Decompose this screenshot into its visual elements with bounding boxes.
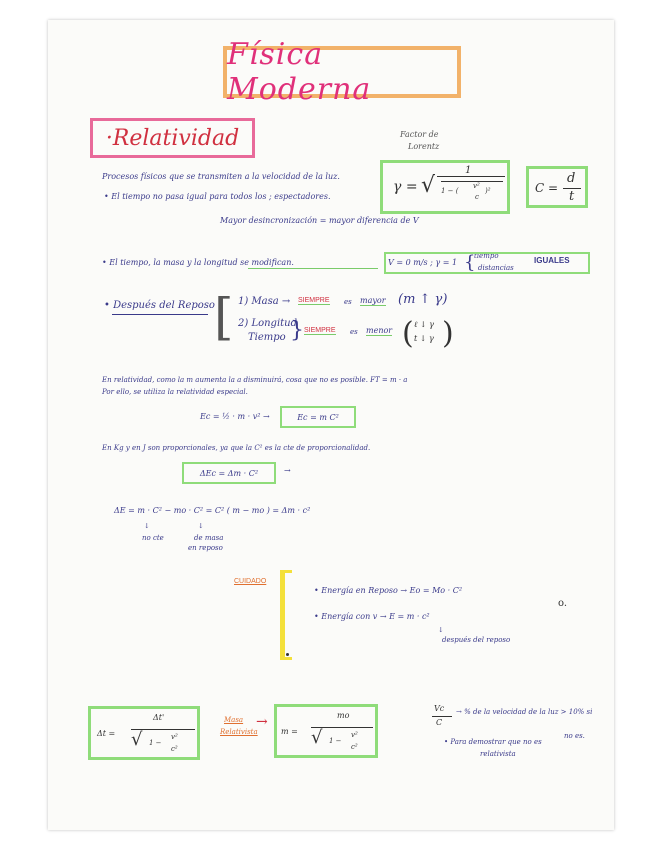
delta-ec-box xyxy=(182,462,276,484)
item2-paren-open: ( xyxy=(402,316,414,351)
cuidado-dot xyxy=(286,653,289,656)
energy-note-arrow: ↓ xyxy=(438,626,444,634)
ec-box-text: Ec = m C² xyxy=(297,412,339,422)
energy-v: • Energía con v → E = m · c² xyxy=(314,612,430,621)
lorentz-num: 1 xyxy=(465,165,472,176)
stray-dot: o. xyxy=(558,598,568,609)
delta-e-note-2a: de masa xyxy=(194,534,224,542)
intro-text: Procesos físicos que se transmiten a la velocidad de la luz. xyxy=(102,172,340,181)
lorentz-lhs: γ = xyxy=(393,179,418,195)
lorentz-frac-bar xyxy=(441,181,503,182)
delta-ec-arrow: → xyxy=(284,466,291,475)
lorentz-label-2: Lorentz xyxy=(408,142,440,151)
energy-note: después del reposo xyxy=(442,636,511,644)
item2-line1: 2) Longitud xyxy=(238,318,298,329)
delta-e-arrow-1: ↓ xyxy=(144,522,150,530)
item2-siempre: SIEMPRE xyxy=(304,327,336,334)
m-sqrt-icon: √ xyxy=(311,727,323,748)
delta-e-formula: ΔE = m · C² − mo · C² = C² ( m − mo ) = Δm · c² xyxy=(114,506,311,515)
item1-prefix: 1) Masa → xyxy=(238,296,291,307)
delta-e-note-2b: en reposo xyxy=(188,544,223,552)
brace-icon: { xyxy=(464,252,476,273)
item2-es: es xyxy=(350,328,358,336)
bullet-modifican-underline xyxy=(248,268,378,269)
speed-formula-box xyxy=(526,166,588,208)
vc-note-1: • Para demostrar que no es xyxy=(444,738,542,746)
delta-e-note-1: no cte xyxy=(142,534,164,542)
cuidado-bar xyxy=(280,570,285,660)
m-den-b: v² xyxy=(351,731,358,739)
cuidado-label: CUIDADO xyxy=(234,578,267,585)
masa-rel-arrow-icon: → xyxy=(256,714,268,730)
title-frame xyxy=(223,37,461,107)
section-frame xyxy=(90,118,255,158)
masa-rel-2: Relativista xyxy=(220,728,258,736)
speed-num: d xyxy=(567,171,576,186)
notebook-page xyxy=(48,20,614,830)
lorentz-frac-den: c xyxy=(475,193,479,201)
delta-t-num: Δt' xyxy=(153,713,165,722)
bullet-modifican: • El tiempo, la masa y la longitud se modifican. xyxy=(102,258,294,267)
item1-paren: (m ↑ γ) xyxy=(398,292,448,307)
m-den-c: c² xyxy=(351,743,358,751)
item2-paren-top: ℓ ↓ γ xyxy=(414,320,434,329)
ec-box xyxy=(280,406,356,428)
iguales-label: IGUALES xyxy=(534,256,570,265)
para1-line1: En relatividad, como la m aumenta la a disminuirá, cosa que no es posible. FT = m · a xyxy=(102,376,408,384)
m-num: mo xyxy=(337,711,350,720)
brace-tiempo: tiempo xyxy=(474,252,499,260)
bullet-time: • El tiempo no pasa igual para todos los ; espectadores. xyxy=(104,192,331,201)
bullet-time-sub: Mayor desincronización = mayor diferencia de V xyxy=(220,216,419,225)
delta-ec-text: ΔEc = Δm · C² xyxy=(199,468,259,478)
vc-den: C xyxy=(436,718,443,727)
speed-den: t xyxy=(569,189,575,204)
bullet-modifican-right: V = 0 m/s ; γ = 1 xyxy=(388,258,458,267)
item1-es: es xyxy=(344,298,352,306)
energy-reposo: • Energía en Reposo → Eo = Mo · C² xyxy=(314,586,463,595)
vc-no-es: no es. xyxy=(564,732,585,740)
despues-underline xyxy=(112,314,208,315)
lorentz-den: 1 − ( xyxy=(441,187,459,195)
despues-heading: • Después del Reposo xyxy=(104,300,215,311)
item2-paren-bot: t ↓ γ xyxy=(414,334,434,343)
item2-brace-icon: } xyxy=(290,318,304,343)
vc-note-2: relativista xyxy=(480,750,516,758)
delta-t-lhs: Δt = xyxy=(97,729,116,738)
speed-lhs: C = xyxy=(535,181,559,195)
delta-t-den-a: 1 − xyxy=(149,739,162,747)
masa-rel-box xyxy=(274,704,378,758)
m-den-a: 1 − xyxy=(329,737,342,745)
para1-line2: Por ello, se utiliza la relatividad especial. xyxy=(102,388,248,396)
bullet-modifican-box xyxy=(384,252,590,274)
vc-num: Vc xyxy=(434,704,445,713)
page-title: Física Moderna xyxy=(227,37,372,107)
brace-distancias: distancias xyxy=(478,264,514,272)
delta-e-arrow-2: ↓ xyxy=(198,522,204,530)
masa-rel-1: Masa xyxy=(224,716,244,724)
lorentz-label-1: Factor de xyxy=(400,130,439,139)
ec-formula: Ec = ½ · m · v² → xyxy=(200,412,270,421)
lorentz-frac-num: v² xyxy=(473,182,480,190)
delta-t-den-c: c² xyxy=(171,745,178,753)
cuidado-bar-bot xyxy=(284,657,292,660)
section-title: ·Relatividad xyxy=(105,125,240,151)
delta-t-box xyxy=(88,706,200,760)
item2-menor: menor xyxy=(366,326,393,335)
item2-line2: Tiempo xyxy=(248,332,286,343)
delta-t-sqrt-icon: √ xyxy=(131,729,143,750)
item1-siempre: SIEMPRE xyxy=(298,297,330,304)
despues-brace-icon: [ xyxy=(214,288,234,346)
vc-text: → % de la velocidad de la luz > 10% si xyxy=(456,708,593,716)
cuidado-bar-top xyxy=(284,570,292,573)
sqrt-icon: √ xyxy=(421,173,436,198)
item1-mayor: mayor xyxy=(360,296,386,305)
lorentz-exp: )² xyxy=(485,187,491,195)
delta-t-den-b: v² xyxy=(171,733,178,741)
item2-paren-close: ) xyxy=(442,316,454,351)
m-lhs: m = xyxy=(281,727,298,736)
vc-frac-bar xyxy=(432,716,452,717)
lorentz-formula-box xyxy=(380,160,510,214)
para2: En Kg y en J son proporcionales, ya que la C² es la cte de proporcionalidad. xyxy=(102,444,371,452)
sqrt-bar xyxy=(437,176,505,177)
